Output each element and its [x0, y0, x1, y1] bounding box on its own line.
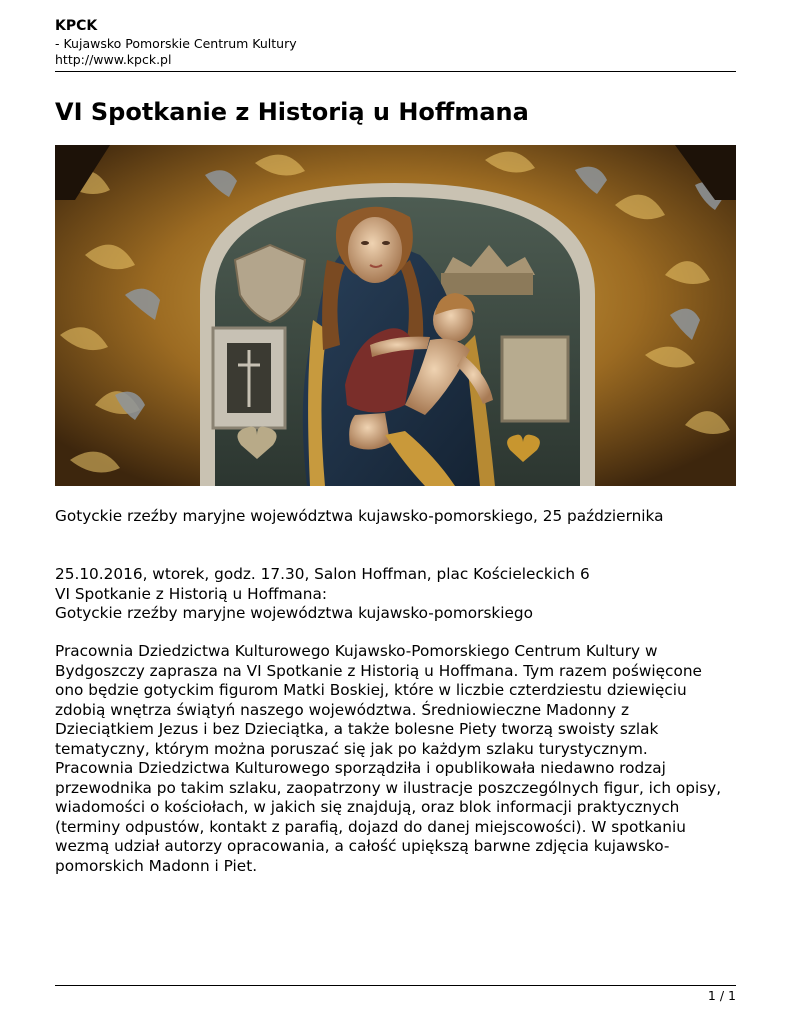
body-line: pomorskich Madonn i Piet. [55, 856, 258, 875]
event-title-line: VI Spotkanie z Historią u Hoffmana: [55, 584, 327, 603]
footer-divider [55, 985, 736, 986]
article-body [55, 642, 721, 876]
site-url[interactable]: http://www.kpck.pl [55, 52, 172, 67]
body-line: (terminy odpustów, kontakt z parafią, dojazd do danej miejscowości). W spotkaniu [55, 817, 686, 836]
site-subtitle: - Kujawsko Pomorskie Centrum Kultury [55, 36, 297, 51]
event-date-line: 25.10.2016, wtorek, godz. 17.30, Salon Hoffman, plac Kościeleckich 6 [55, 565, 590, 583]
site-name: KPCK [55, 18, 98, 34]
page-title: VI Spotkanie z Historią u Hoffmana [55, 98, 529, 126]
body-line: Bydgoszczy zaprasza na VI Spotkanie z Historią u Hoffmana. Tym razem poświęcone [55, 661, 702, 680]
body-line: tematyczny, którym można poruszać się jak po każdym szlaku turystycznym. [55, 739, 648, 758]
body-line: Pracownia Dziedzictwa Kulturowego Kujawsko-Pomorskiego Centrum Kultury w [55, 642, 658, 660]
body-line: ono będzie gotyckim figurom Matki Boskiej, które w liczbie czterdziestu dziewięciu [55, 681, 687, 699]
header-divider [55, 71, 736, 72]
body-line: zdobią wnętrza świątyń naszego województwa. Średniowieczne Madonny z [55, 700, 629, 719]
body-line: przewodnika po takim szlaku, zaopatrzony w ilustracje poszczególnych figur, ich opisy, [55, 778, 722, 797]
article-lead: Gotyckie rzeźby maryjne województwa kujawsko-pomorskiego, 25 października [55, 507, 664, 525]
event-info [55, 565, 590, 624]
body-line: Pracownia Dziedzictwa Kulturowego sporządziła i opublikowała niedawno rodzaj [55, 759, 666, 777]
event-topic-line: Gotyckie rzeźby maryjne województwa kujawsko-pomorskiego [55, 604, 533, 622]
page-number: 1 / 1 [707, 988, 736, 1003]
body-line: wezmą udział autorzy opracowania, a całość upiększą barwne zdjęcia kujawsko- [55, 837, 670, 855]
body-line: wiadomości o kościołach, w jakich się znajdują, oraz blok informacji praktycznych [55, 798, 680, 816]
body-line: Dzieciątkiem Jezus i bez Dzieciątka, a także bolesne Piety tworzą swoisty szlak [55, 720, 659, 738]
madonna-sculpture-photo [55, 145, 736, 486]
